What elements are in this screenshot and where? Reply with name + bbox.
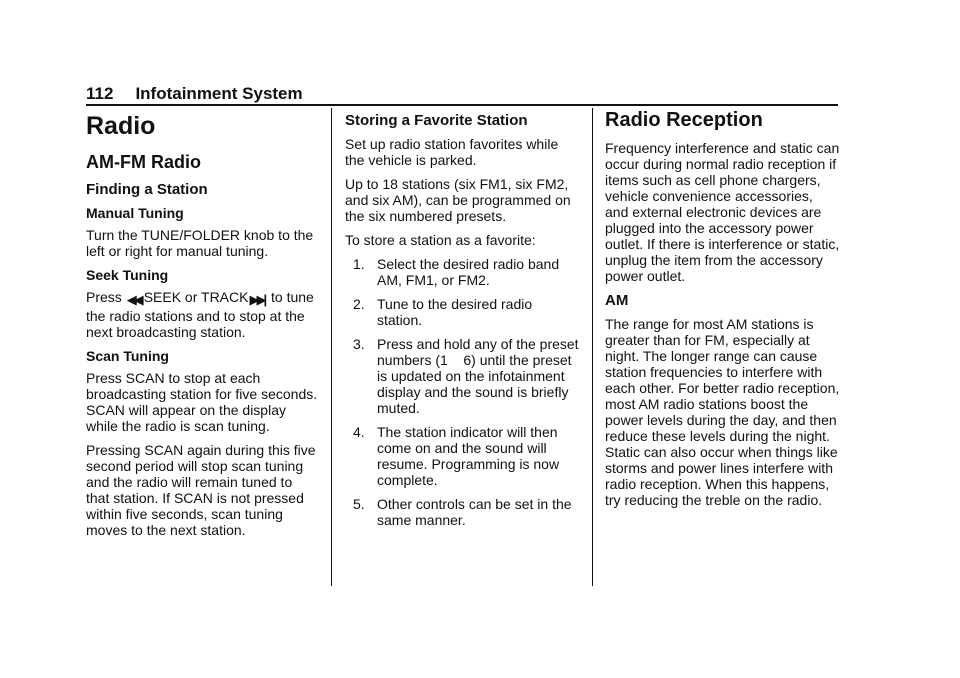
seek-label: SEEK or TRACK bbox=[143, 289, 249, 305]
seek-back-icon: ◀◀ bbox=[126, 292, 141, 307]
seek-to-label: to bbox=[271, 289, 283, 305]
favorite-p3: To store a station as a favorite: bbox=[345, 232, 536, 248]
list-item bbox=[345, 336, 583, 416]
column-divider bbox=[592, 108, 593, 586]
column-divider bbox=[331, 108, 332, 586]
subsection-heading: Finding a Station bbox=[86, 181, 208, 198]
column-left bbox=[86, 108, 318, 546]
scan-tuning-heading: Scan Tuning bbox=[86, 348, 169, 364]
seek-tuning-text bbox=[86, 289, 318, 340]
page-header bbox=[86, 84, 838, 104]
step-number: 4. bbox=[353, 424, 365, 440]
seek-forward-icon: ▶▶| bbox=[249, 292, 265, 307]
reception-p1: Frequency interference and static can occur during normal radio reception if items such as cell phone chargers, vehicle convenience accessories, and external electronic devices are plugged into the accessory power outlet. If there is interference or static, unplug the item from the accessory power outlet. bbox=[605, 140, 840, 284]
manual-tuning-text: Turn the TUNE/FOLDER knob to the left or right for manual tuning. bbox=[86, 227, 314, 259]
step-text: Press and hold any of the preset numbers (1 6) until the preset is updated on the infotainment display and the sound is briefly muted. bbox=[377, 336, 583, 416]
column-right bbox=[605, 108, 840, 516]
header-rule bbox=[86, 104, 838, 106]
section-heading: AM-FM Radio bbox=[86, 152, 201, 172]
seek-press-label: Press bbox=[86, 289, 122, 305]
manual-tuning-heading: Manual Tuning bbox=[86, 205, 184, 221]
page-title: Radio bbox=[86, 112, 156, 140]
step-text: Tune to the desired radio station. bbox=[377, 296, 533, 328]
seek-tuning-heading: Seek Tuning bbox=[86, 267, 169, 283]
list-item bbox=[345, 496, 579, 528]
list-item bbox=[345, 256, 579, 288]
storing-favorite-heading: Storing a Favorite Station bbox=[345, 112, 528, 129]
scan-text-2: Pressing SCAN again during this five second period will stop scan tuning and the radio will remain tuned to that station. If SCAN is not pressed within five seconds, scan tuning moves to the next station. bbox=[86, 442, 316, 538]
step-text: The station indicator will then come on and the sound will resume. Programming is now complete. bbox=[377, 424, 560, 488]
am-heading: AM bbox=[605, 292, 629, 309]
step-text: Other controls can be set in the same manner. bbox=[377, 496, 572, 528]
scan-text-1: Press SCAN to stop at each broadcasting station for five seconds. SCAN will appear on the display while the radio is scan tuning. bbox=[86, 370, 318, 434]
radio-reception-heading: Radio Reception bbox=[605, 109, 763, 131]
favorite-p2: Up to 18 stations (six FM1, six FM2, and six AM), can be programmed on the six numbered presets. bbox=[345, 176, 571, 224]
step-number: 1. bbox=[353, 256, 365, 272]
section-title: Infotainment System bbox=[135, 84, 303, 103]
page-number: 112 bbox=[86, 84, 114, 103]
favorite-steps bbox=[345, 256, 583, 528]
step-text: Select the desired radio band AM, FM1, or FM2. bbox=[377, 256, 560, 288]
list-item bbox=[345, 424, 579, 488]
step-number: 5. bbox=[353, 496, 365, 512]
favorite-p1: Set up radio station favorites while the vehicle is parked. bbox=[345, 136, 559, 168]
seek-desc: tune the radio stations and to stop at the next broadcasting station. bbox=[86, 289, 314, 340]
list-item bbox=[345, 296, 579, 328]
reception-p2: The range for most AM stations is greater than for FM, especially at night. The longer range can cause station frequencies to interfere with each other. For better radio reception, most AM radio stations boost the power levels during the day, and then reduce these levels during the night. Static can also occur when things like storms and power lines interfere with radio reception. When this happens, try reducing the treble on the radio. bbox=[605, 316, 840, 508]
step-number: 2. bbox=[353, 296, 365, 312]
column-middle bbox=[345, 108, 583, 536]
step-number: 3. bbox=[353, 336, 365, 352]
